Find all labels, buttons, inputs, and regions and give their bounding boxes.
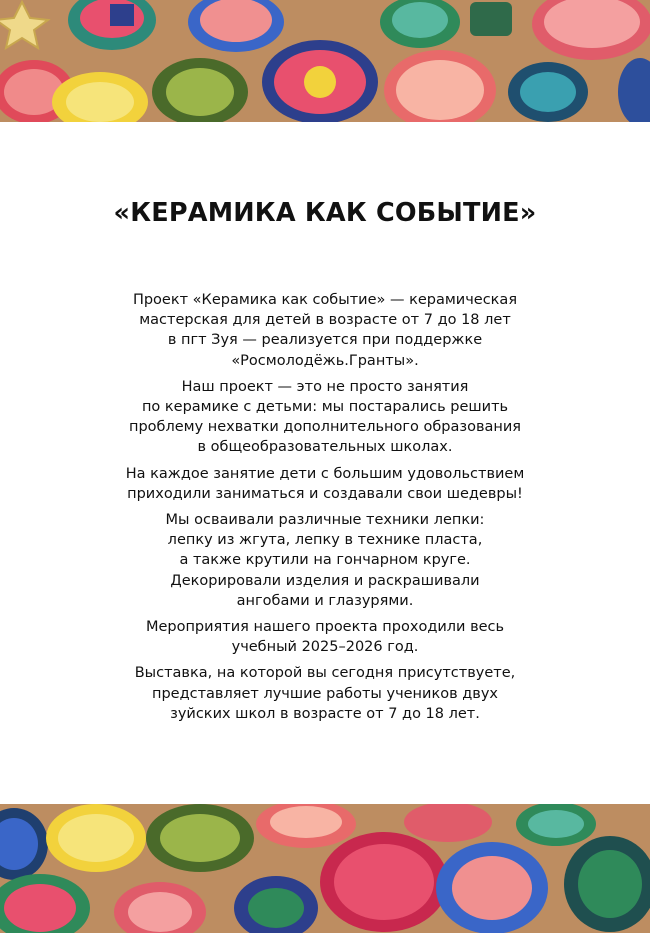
paragraph-intro: Проект «Керамика как событие» — керамическая мастерская для детей в возрасте от 7 до 18 лет в пгт Зуя — реализуется при поддержке «Росмолодёжь.Гранты». [132,292,518,369]
paragraph-goal: Наш проект — это не просто занятия по керамике с детьми: мы постарались решить проблему нехватки дополнительного образования в общеобразовательных школах. [128,378,522,456]
bottom-ceramics-photo [0,804,650,933]
project-description [70,290,580,730]
paragraph-techniques: Мы осваивали различные техники лепки: лепку из жгута, лепку в технике пласта, а также крутили на гончарном круге. Декорировали изделия и раскрашивали ангобами и глазурями. [165,512,485,609]
page-title: «КЕРАМИКА КАК СОБЫТИЕ» [113,198,537,228]
paragraph-schedule: Мероприятия нашего проекта проходили весь учебный 2025–2026 год. [145,619,505,656]
top-ceramics-illustration [0,0,650,122]
bottom-ceramics-illustration [0,804,650,933]
top-ceramics-photo [0,0,650,122]
paragraph-lessons: На каждое занятие дети с большим удовольствием приходили заниматься и создавали свои шедевры! [125,465,525,502]
paragraph-exhibition: Выставка, на которой вы сегодня присутствуете, представляет лучшие работы учеников двух зуйских школ в возрасте от 7 до 18 лет. [134,665,516,722]
